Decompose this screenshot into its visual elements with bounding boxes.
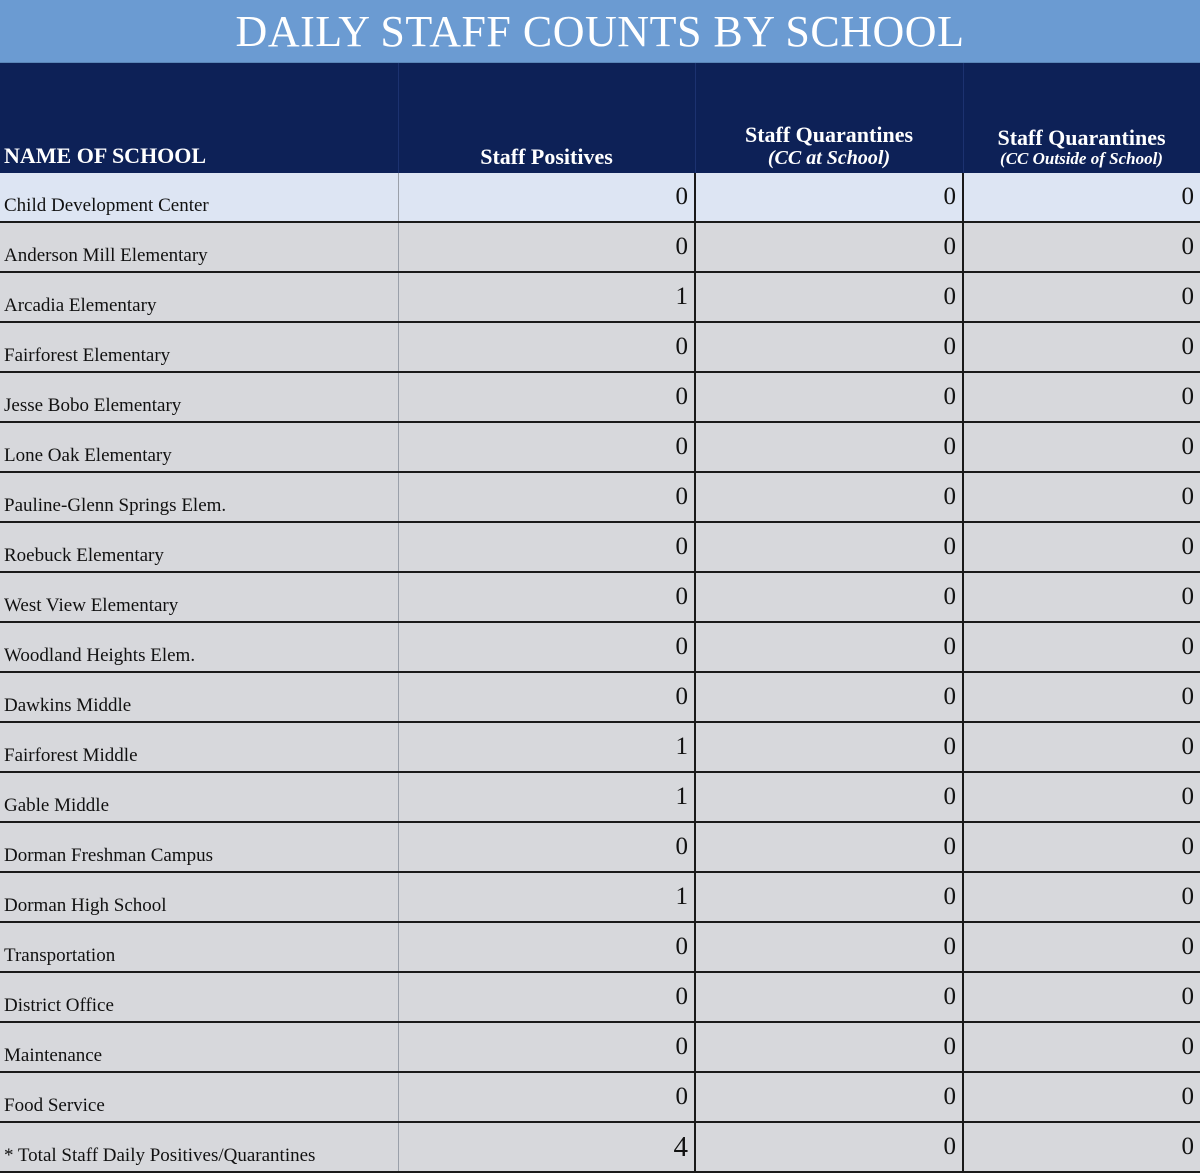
school-name-cell[interactable]: Dorman Freshman Campus	[0, 822, 398, 872]
quarantine-school-cell[interactable]: 0	[695, 922, 963, 972]
positives-cell[interactable]: 0	[398, 1022, 695, 1072]
quarantine-outside-cell[interactable]: 0	[963, 722, 1200, 772]
positives-cell[interactable]: 0	[398, 173, 695, 222]
school-name-cell[interactable]: Roebuck Elementary	[0, 522, 398, 572]
column-header-quarantine-school-label: Staff Quarantines	[744, 121, 914, 147]
positives-cell[interactable]: 1	[398, 772, 695, 822]
quarantine-school-cell[interactable]: 0	[695, 672, 963, 722]
quarantine-school-cell[interactable]: 0	[695, 872, 963, 922]
school-name-cell[interactable]: Transportation	[0, 922, 398, 972]
table-row	[0, 872, 1200, 922]
quarantine-school-cell[interactable]: 0	[695, 472, 963, 522]
school-name-cell[interactable]: Woodland Heights Elem.	[0, 622, 398, 672]
column-header-positives-label: Staff Positives	[480, 143, 613, 169]
school-name-cell[interactable]: West View Elementary	[0, 572, 398, 622]
school-name-cell[interactable]: Arcadia Elementary	[0, 272, 398, 322]
positives-cell[interactable]: 0	[398, 622, 695, 672]
table-row	[0, 772, 1200, 822]
total-label-cell[interactable]: * Total Staff Daily Positives/Quarantines	[0, 1122, 398, 1172]
positives-cell[interactable]: 0	[398, 222, 695, 272]
positives-cell[interactable]: 0	[398, 972, 695, 1022]
school-name-cell[interactable]: Gable Middle	[0, 772, 398, 822]
column-header-name[interactable]	[0, 63, 398, 173]
quarantine-outside-cell[interactable]: 0	[963, 222, 1200, 272]
quarantine-school-cell[interactable]: 0	[695, 572, 963, 622]
quarantine-school-cell[interactable]: 0	[695, 522, 963, 572]
quarantine-outside-cell[interactable]: 0	[963, 372, 1200, 422]
table-row	[0, 472, 1200, 522]
quarantine-school-cell[interactable]: 0	[695, 322, 963, 372]
quarantine-outside-cell[interactable]: 0	[963, 522, 1200, 572]
positives-cell[interactable]: 0	[398, 372, 695, 422]
total-quarantine-school-cell[interactable]: 0	[695, 1122, 963, 1172]
quarantine-outside-cell[interactable]: 0	[963, 622, 1200, 672]
table-row	[0, 222, 1200, 272]
quarantine-school-cell[interactable]: 0	[695, 722, 963, 772]
staff-counts-table	[0, 63, 1200, 1173]
table-row	[0, 322, 1200, 372]
quarantine-outside-cell[interactable]: 0	[963, 322, 1200, 372]
positives-cell[interactable]: 1	[398, 272, 695, 322]
quarantine-outside-cell[interactable]: 0	[963, 173, 1200, 222]
positives-cell[interactable]: 1	[398, 722, 695, 772]
table-row	[0, 972, 1200, 1022]
quarantine-outside-cell[interactable]: 0	[963, 922, 1200, 972]
quarantine-school-cell[interactable]: 0	[695, 822, 963, 872]
school-name-cell[interactable]: Anderson Mill Elementary	[0, 222, 398, 272]
table-row	[0, 173, 1200, 222]
column-header-quarantine-school[interactable]	[695, 63, 963, 173]
positives-cell[interactable]: 0	[398, 922, 695, 972]
positives-cell[interactable]: 1	[398, 872, 695, 922]
school-name-cell[interactable]: District Office	[0, 972, 398, 1022]
positives-cell[interactable]: 0	[398, 422, 695, 472]
quarantine-school-cell[interactable]: 0	[695, 772, 963, 822]
school-name-cell[interactable]: Child Development Center	[0, 173, 398, 222]
column-header-quarantine-outside-label: Staff Quarantines	[997, 125, 1166, 151]
school-name-cell[interactable]: Jesse Bobo Elementary	[0, 372, 398, 422]
total-quarantine-outside-cell[interactable]: 0	[963, 1122, 1200, 1172]
positives-cell[interactable]: 0	[398, 672, 695, 722]
positives-cell[interactable]: 0	[398, 472, 695, 522]
quarantine-outside-cell[interactable]: 0	[963, 872, 1200, 922]
quarantine-school-cell[interactable]: 0	[695, 272, 963, 322]
table-row	[0, 722, 1200, 772]
quarantine-school-cell[interactable]: 0	[695, 1072, 963, 1122]
quarantine-outside-cell[interactable]: 0	[963, 1072, 1200, 1122]
quarantine-school-cell[interactable]: 0	[695, 422, 963, 472]
positives-cell[interactable]: 0	[398, 822, 695, 872]
school-name-cell[interactable]: Fairforest Middle	[0, 722, 398, 772]
table-row	[0, 822, 1200, 872]
quarantine-outside-cell[interactable]: 0	[963, 672, 1200, 722]
quarantine-school-cell[interactable]: 0	[695, 222, 963, 272]
quarantine-school-cell[interactable]: 0	[695, 622, 963, 672]
quarantine-outside-cell[interactable]: 0	[963, 422, 1200, 472]
quarantine-outside-cell[interactable]: 0	[963, 972, 1200, 1022]
quarantine-school-cell[interactable]: 0	[695, 972, 963, 1022]
quarantine-outside-cell[interactable]: 0	[963, 822, 1200, 872]
school-name-cell[interactable]: Dawkins Middle	[0, 672, 398, 722]
school-name-cell[interactable]: Maintenance	[0, 1022, 398, 1072]
table-row	[0, 572, 1200, 622]
quarantine-outside-cell[interactable]: 0	[963, 1022, 1200, 1072]
school-name-cell[interactable]: Dorman High School	[0, 872, 398, 922]
positives-cell[interactable]: 0	[398, 522, 695, 572]
table-row	[0, 1022, 1200, 1072]
total-positives-cell[interactable]: 4	[398, 1122, 695, 1172]
column-header-positives[interactable]	[398, 63, 695, 173]
quarantine-outside-cell[interactable]: 0	[963, 272, 1200, 322]
column-header-name-label: NAME OF SCHOOL	[4, 143, 207, 168]
school-name-cell[interactable]: Pauline-Glenn Springs Elem.	[0, 472, 398, 522]
total-row	[0, 1122, 1200, 1172]
positives-cell[interactable]: 0	[398, 322, 695, 372]
table-row	[0, 422, 1200, 472]
table-row	[0, 922, 1200, 972]
quarantine-outside-cell[interactable]: 0	[963, 772, 1200, 822]
title-bar	[0, 0, 1200, 63]
positives-cell[interactable]: 0	[398, 1072, 695, 1122]
positives-cell[interactable]: 0	[398, 572, 695, 622]
table-body	[0, 173, 1200, 1172]
column-header-quarantine-school-sub: (CC at School)	[767, 147, 891, 169]
quarantine-school-cell[interactable]: 0	[695, 372, 963, 422]
school-name-cell[interactable]: Food Service	[0, 1072, 398, 1122]
page-title: DAILY STAFF COUNTS BY SCHOOL	[235, 6, 965, 56]
quarantine-school-cell[interactable]: 0	[695, 173, 963, 222]
column-header-quarantine-outside[interactable]	[963, 63, 1200, 173]
quarantine-outside-cell[interactable]: 0	[963, 572, 1200, 622]
table-row	[0, 672, 1200, 722]
table-row	[0, 372, 1200, 422]
table-row	[0, 1072, 1200, 1122]
table-row	[0, 622, 1200, 672]
quarantine-school-cell[interactable]: 0	[695, 1022, 963, 1072]
quarantine-outside-cell[interactable]: 0	[963, 472, 1200, 522]
header-row	[0, 63, 1200, 173]
school-name-cell[interactable]: Lone Oak Elementary	[0, 422, 398, 472]
column-header-quarantine-outside-sub: (CC Outside of School)	[1000, 149, 1163, 169]
table-row	[0, 272, 1200, 322]
school-name-cell[interactable]: Fairforest Elementary	[0, 322, 398, 372]
table-row	[0, 522, 1200, 572]
